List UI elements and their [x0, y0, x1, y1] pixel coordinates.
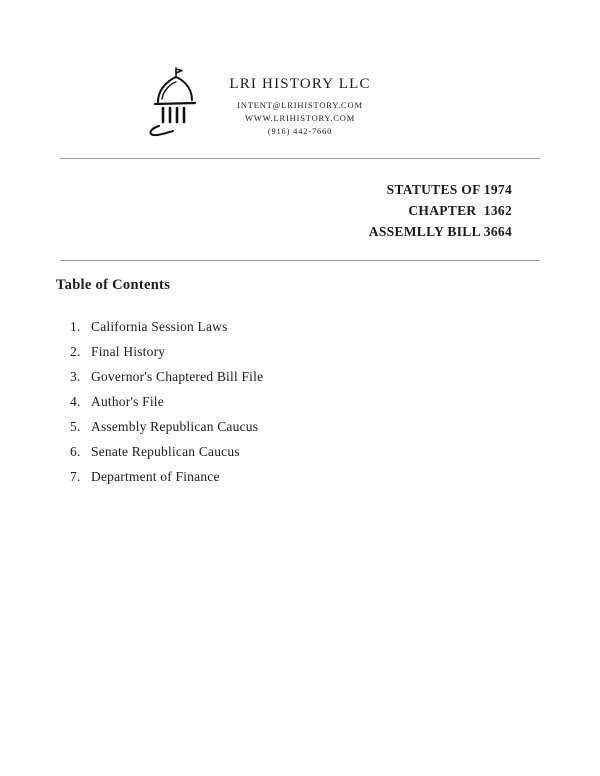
statute-reference-block [0, 159, 600, 260]
toc-item-label: Governor's Chaptered Bill File [91, 369, 264, 384]
toc-item-number: 6. [70, 444, 81, 459]
toc-item-number: 1. [70, 319, 81, 334]
company-email: INTENT@LRIHISTORY.COM [237, 100, 363, 110]
toc-item-label: Author's File [91, 394, 164, 409]
toc-item [70, 314, 544, 339]
toc-item-number: 3. [70, 369, 81, 384]
company-website: WWW.LRIHISTORY.COM [244, 113, 356, 123]
toc-item [70, 439, 544, 464]
toc-item-number: 5. [70, 419, 81, 434]
toc-item-label: Assembly Republican Caucus [91, 419, 259, 434]
toc-item-number: 2. [70, 344, 81, 359]
toc-item-number: 7. [70, 469, 81, 484]
toc-item-label: California Session Laws [91, 319, 228, 334]
toc-list [56, 314, 544, 489]
toc-item [70, 414, 544, 439]
toc-item-label: Final History [91, 344, 166, 359]
toc-item [70, 364, 544, 389]
company-info-block [190, 62, 410, 138]
table-of-contents [0, 261, 600, 489]
company-name: LRI HISTORY LLC [229, 76, 371, 92]
toc-item [70, 464, 544, 489]
assembly-bill-line: ASSEMLLY BILL 3664 [368, 224, 512, 239]
letterhead [0, 0, 600, 158]
company-phone: (916) 442-7660 [267, 126, 333, 136]
statutes-line: STATUTES OF 1974 [386, 182, 512, 197]
toc-title: Table of Contents [56, 277, 171, 293]
toc-item-label: Department of Finance [91, 469, 220, 484]
toc-item-label: Senate Republican Caucus [91, 444, 240, 459]
toc-item [70, 389, 544, 414]
toc-item [70, 339, 544, 364]
chapter-line: CHAPTER 1362 [408, 203, 512, 218]
capitol-sketch-logo-icon [143, 66, 207, 142]
toc-item-number: 4. [70, 394, 81, 409]
